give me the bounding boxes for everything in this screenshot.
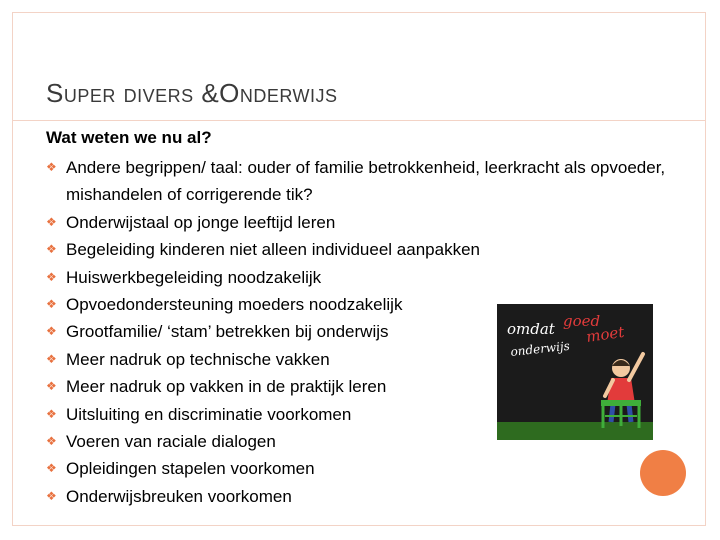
diamond-bullet-icon: ❖ <box>46 160 57 174</box>
list-item-text: Onderwijsbreuken voorkomen <box>66 486 292 506</box>
list-item-text: Opvoedondersteuning moeders noodzakelijk <box>66 295 403 315</box>
list-item-text: Uitsluiting en discriminatie voorkomen <box>66 404 352 424</box>
list-item-text: Onderwijstaal op jonge leeftijd leren <box>66 212 336 232</box>
diamond-bullet-icon: ❖ <box>46 269 57 284</box>
title-divider <box>12 120 706 121</box>
diamond-bullet-icon: ❖ <box>46 242 57 257</box>
list-item-text: Meer nadruk op technische vakken <box>66 349 330 369</box>
decorative-circle <box>640 450 686 496</box>
list-item-text: Opleidingen stapelen voorkomen <box>66 459 315 479</box>
diamond-bullet-icon: ❖ <box>46 297 57 312</box>
list-item <box>46 209 666 236</box>
classroom-floor <box>497 422 653 440</box>
diamond-bullet-icon: ❖ <box>46 379 57 394</box>
diamond-bullet-icon: ❖ <box>46 351 57 366</box>
slide-title: Super divers &Onderwijs <box>46 78 338 108</box>
list-item-text: Begeleiding kinderen niet alleen individueel aanpakken <box>66 240 480 260</box>
list-item <box>46 154 666 209</box>
chalk-word-goed: goed <box>563 312 601 330</box>
list-item-text: Andere begrippen/ taal: ouder of familie betrokkenheid, leerkracht als opvoeder, mishandelen of corrigerende tik? <box>66 158 666 205</box>
chalk-word-omdat: omdat <box>507 320 555 338</box>
chalk-word-moet: moet <box>585 322 626 346</box>
chalkboard-illustration <box>497 304 653 440</box>
list-item-text: Huiswerkbegeleiding noodzakelijk <box>66 267 322 287</box>
list-item-text: Meer nadruk op vakken in de praktijk leren <box>66 377 387 397</box>
list-item <box>46 264 666 291</box>
list-item-text: Voeren van raciale dialogen <box>66 432 276 452</box>
list-item <box>46 455 666 482</box>
intro-heading: Wat weten we nu al? <box>46 128 212 147</box>
diamond-bullet-icon: ❖ <box>46 488 57 503</box>
chalk-word-onderwijs: onderwijs <box>509 338 571 359</box>
diamond-bullet-icon: ❖ <box>46 434 57 449</box>
list-item <box>46 483 666 510</box>
diamond-bullet-icon: ❖ <box>46 461 57 476</box>
diamond-bullet-icon: ❖ <box>46 406 57 421</box>
diamond-bullet-icon: ❖ <box>46 214 57 229</box>
list-item <box>46 236 666 263</box>
diamond-bullet-icon: ❖ <box>46 324 57 339</box>
list-item-text: Grootfamilie/ ‘stam’ betrekken bij onderwijs <box>66 322 389 342</box>
